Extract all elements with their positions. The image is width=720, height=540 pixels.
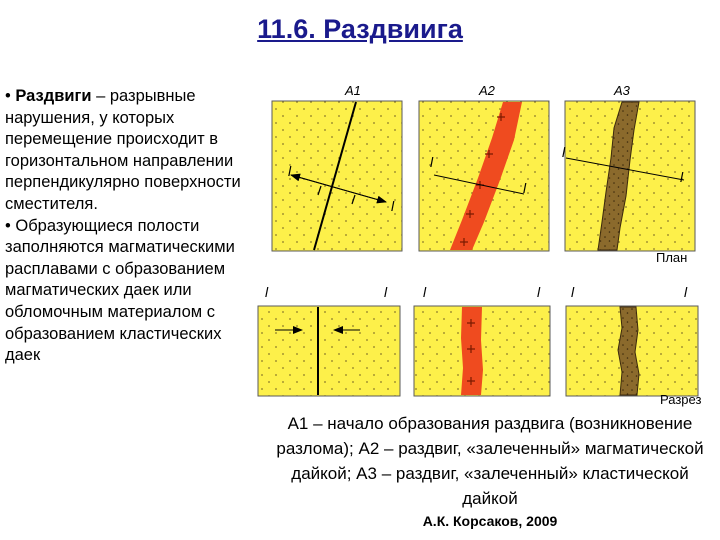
section-panel-a1 [258,306,400,396]
line-marker: l [684,284,688,300]
plan-panel-a1 [272,101,402,251]
panel-label-a2: A2 [479,83,495,98]
panel-label-a1: A1 [345,83,361,98]
line-marker: l [423,284,427,300]
plan-label: План [656,250,688,265]
section-label: Разрез [660,392,702,407]
line-marker: l [384,284,388,300]
line-marker: l [391,198,395,214]
line-marker: l [571,284,575,300]
line-marker: l [288,163,292,179]
figure-caption: A1 – начало образования раздвига (возникновение разлома); A2 – раздвиг, «залеченный» магматической дайкой; A3 – раздвиг, «залеченный» кластической дайкой [276,414,704,508]
line-marker: l [680,169,684,185]
panel-label-a3: A3 [614,83,630,98]
section-panel-a2 [414,306,550,396]
bullet-item: • Раздвиги – разрывные нарушения, у которых перемещение происходит в горизонтальном направлении перпендикулярно поверхности сместителя. [5,87,241,213]
section-panel-a3 [566,306,698,396]
line-marker: l [562,144,566,160]
line-marker: l [430,154,434,170]
line-marker: l [265,284,269,300]
plan-panel-a3 [565,101,695,251]
line-marker: l [523,180,527,196]
slide-title: 11.6. Раздвиига [257,14,463,44]
line-marker: l [537,284,541,300]
bullet-item: • Образующиеся полости заполняются магматическими расплавами с образованием магматических даек или обломочным материалом с образованием кластических даек [5,216,235,365]
plan-panel-a2 [419,101,549,251]
author-credit: А.К. Корсаков, 2009 [422,513,558,529]
